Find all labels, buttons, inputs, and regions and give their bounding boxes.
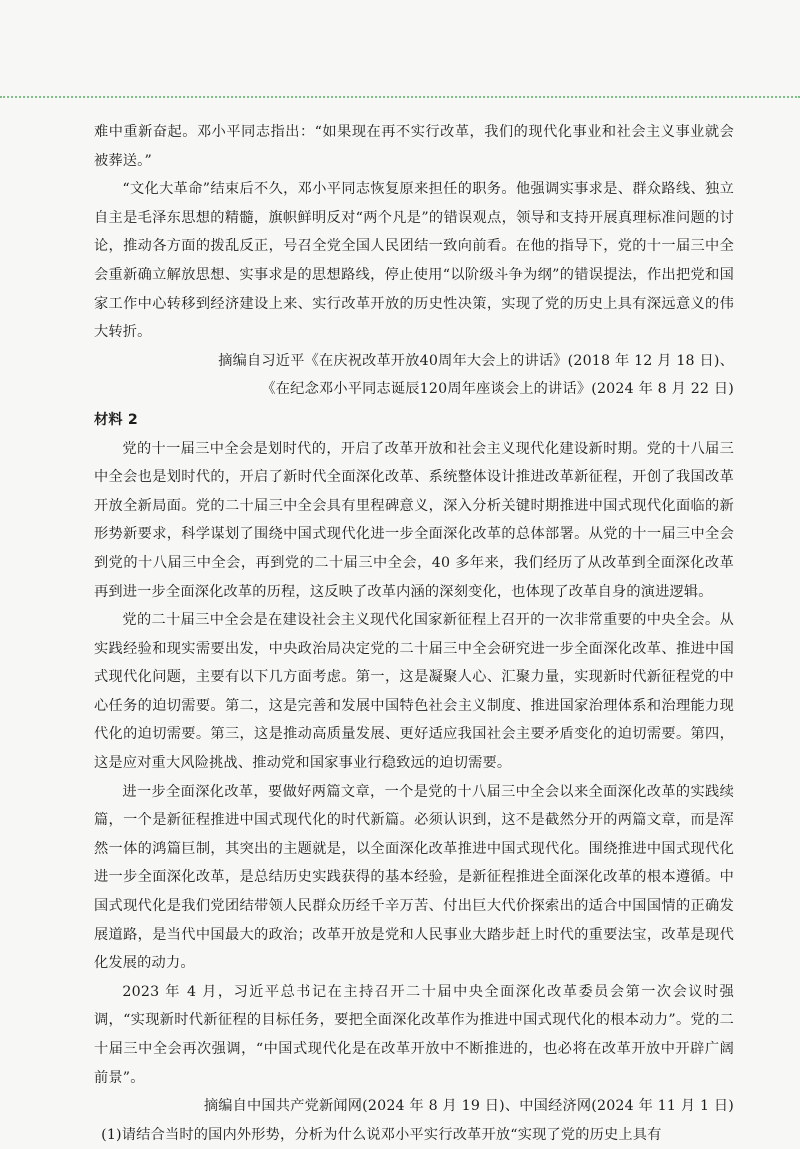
- material2-heading: 材料 2: [94, 411, 138, 428]
- material2-paragraph-3: 进一步全面深化改革，要做好两篇文章，一个是党的十八届三中全会以来全面深化改革的实践续篇，一个是新征程推进中国式现代化的时代新篇。必须认识到，这不是截然分开的两篇文章，而是浑然一体的鸿篇巨制，其突出的主题就是，以全面深化改革推进中国式现代化。围绕推进中国式现代化进一步全面深化改革，是总结历史实践获得的基本经验，是新征程推进全面深化改革的根本遵循。中国式现代化是我们党团结带领人民群众历经千辛万苦、付出巨大代价探索出的适合中国国情的正确发展道路，是当代中国最大的政治；改革开放是党和人民事业大踏步赶上时代的重要法宝，改革是现代化发展的动力。: [94, 783, 734, 972]
- material1-paragraph-2: “文化大革命”结束后不久，邓小平同志恢复原来担任的职务。他强调实事求是、群众路线、独立自主是毛泽东思想的精髓，旗帜鲜明反对“两个凡是”的错误观点，领导和支持开展真理标准问题的讨论，推动各方面的拨乱反正，号召全党全国人民团结一致向前看。在他的指导下，党的十一届三中全会重新确立解放思想、实事求是的思想路线，停止使用“以阶级斗争为纲”的错误提法，作出把党和国家工作中心转移到经济建设上来、实行改革开放的历史性决策，实现了党的历史上具有深远意义的伟大转折。: [94, 181, 734, 341]
- document-body: [94, 118, 734, 1149]
- material1-paragraph-1: 难中重新奋起。邓小平同志指出：“如果现在再不实行改革，我们的现代化事业和社会主义事业就会被葬送。”: [94, 124, 734, 169]
- question-1: (1)请结合当时的国内外形势，分析为什么说邓小平实行改革开放“实现了党的历史上具有: [101, 1126, 662, 1143]
- header-dotted-divider: [0, 96, 800, 98]
- material2-paragraph-2: 党的二十届三中全会是在建设社会主义现代化国家新征程上召开的一次非常重要的中央全会。从实践经验和现实需要出发，中央政治局决定党的二十届三中全会研究进一步全面深化改革、推进中国式现代化问题，主要有以下几方面考虑。第一，这是凝聚人心、汇聚力量，实现新时代新征程党的中心任务的迫切需要。第二，这是完善和发展中国特色社会主义制度、推进国家治理体系和治理能力现代化的迫切需要。第三，这是推动高质量发展、更好适应我国社会主要矛盾变化的迫切需要。第四，这是应对重大风险挑战、推动党和国家事业行稳致远的迫切需要。: [94, 612, 734, 772]
- material2-source: 摘编自中国共产党新闻网(2024 年 8 月 19 日)、中国经济网(2024 年 11 月 1 日): [203, 1098, 734, 1115]
- material2-paragraph-4: 2023 年 4 月，习近平总书记在主持召开二十届中央全面深化改革委员会第一次会议时强调，“实现新时代新征程的目标任务，要把全面深化改革作为推进中国式现代化的根本动力”。党的二十届三中全会再次强调，“中国式现代化是在改革开放中不断推进的，也必将在改革开放中开辟广阔前景”。: [94, 983, 734, 1086]
- material2-paragraph-1: 党的十一届三中全会是划时代的，开启了改革开放和社会主义现代化建设新时期。党的十八届三中全会也是划时代的，开启了新时代全面深化改革、系统整体设计推进改革新征程，开创了我国改革开放全新局面。党的二十届三中全会具有里程碑意义，深入分析关键时期推进中国式现代化面临的新形势新要求，科学谋划了围绕中国式现代化进一步全面深化改革的总体部署。从党的十一届三中全会到党的十八届三中全会，再到党的二十届三中全会，40 多年来，我们经历了从改革到全面深化改革再到进一步全面深化改革的历程，这反映了改革内涵的深刻变化，也体现了改革自身的演进逻辑。: [94, 440, 734, 600]
- material1-source-line-1: 摘编自习近平《在庆祝改革开放40周年大会上的讲话》(2018 年 12 月 18 日)、: [218, 352, 734, 369]
- material1-source-line-2: 《在纪念邓小平同志诞辰120周年座谈会上的讲话》(2024 年 8 月 22 日): [261, 381, 734, 398]
